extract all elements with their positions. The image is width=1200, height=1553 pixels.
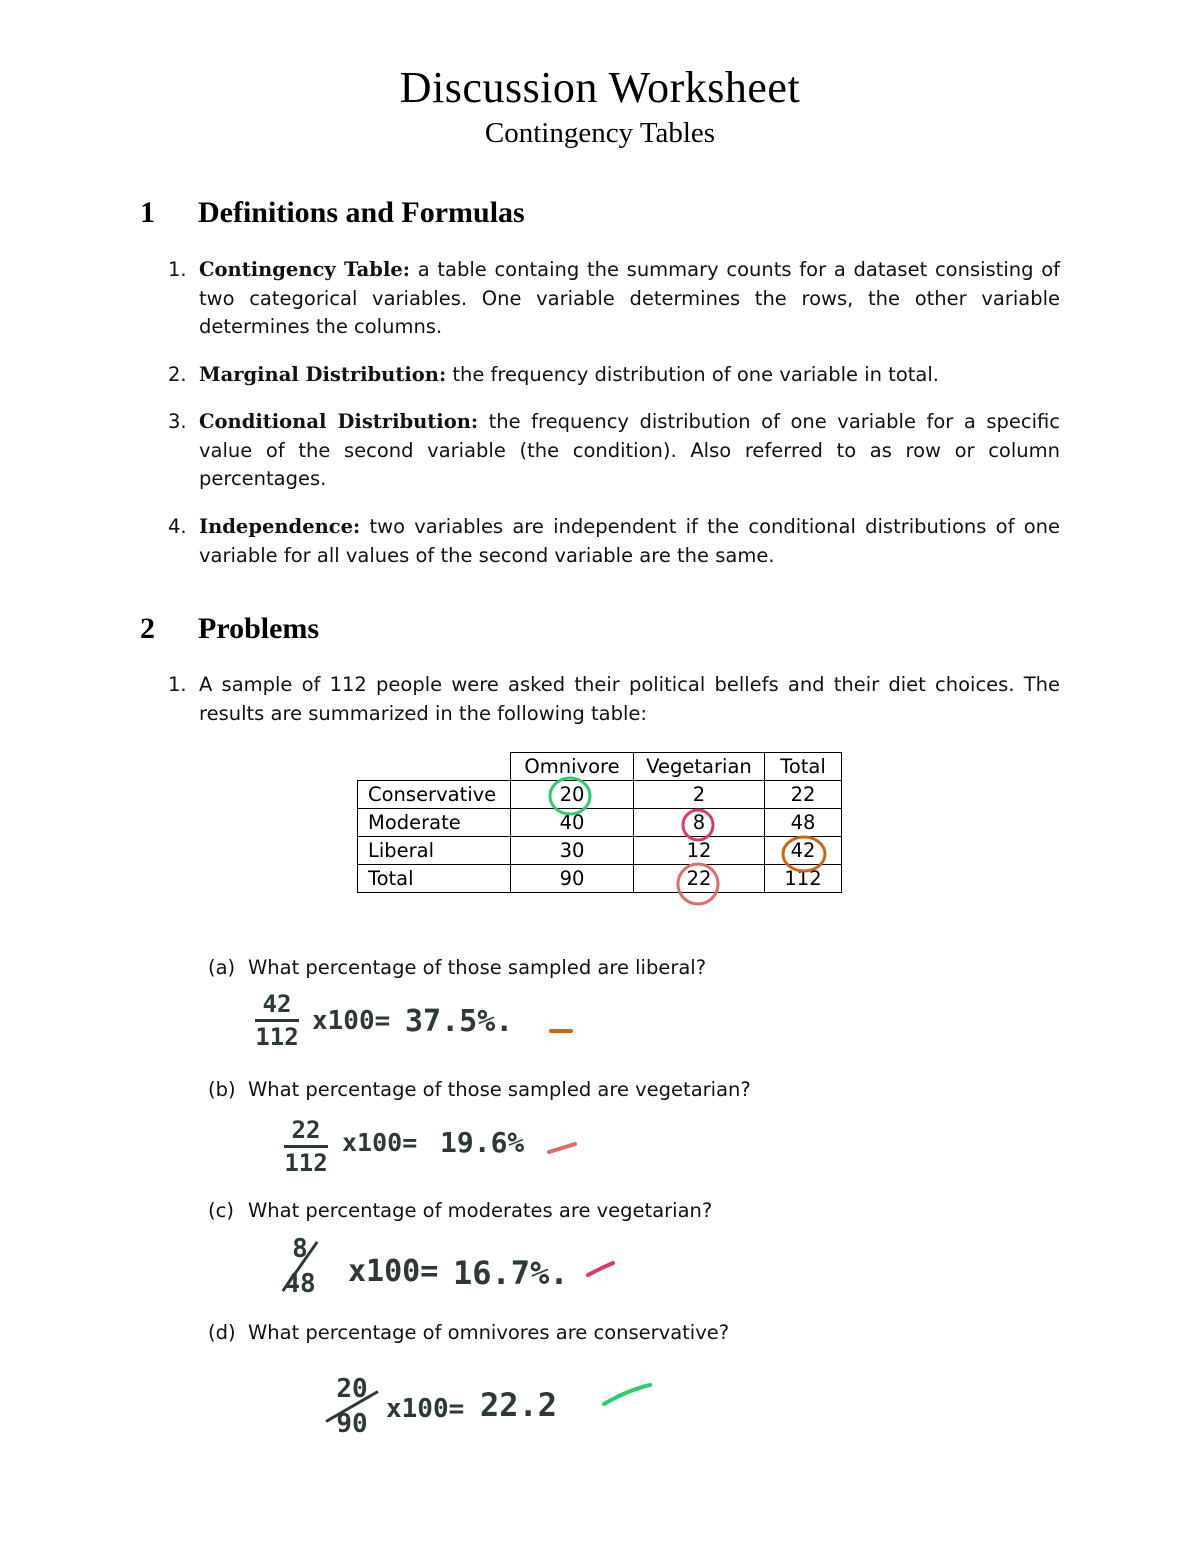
definition-text: the frequency distribution of one variable for a specific value of the second variable (the condition). Also referred to as row or column percentages. <box>199 410 1060 490</box>
question-label: (c) <box>208 1199 234 1222</box>
item-number: 2. <box>168 363 187 386</box>
circle-annotation-magenta <box>683 810 713 840</box>
row-label: Liberal <box>358 837 511 865</box>
item-number: 3. <box>168 410 187 433</box>
check-mark-salmon <box>549 1144 575 1152</box>
definition-term: Conditional Distribution: <box>199 410 479 433</box>
question-text: What percentage of moderates are vegetarian? <box>248 1199 713 1222</box>
answer-fraction <box>270 1236 330 1297</box>
answer-fraction <box>322 1376 382 1437</box>
circle-annotation-green <box>550 778 590 814</box>
item-number: 1. <box>168 673 187 696</box>
definition-term: Independence: <box>199 515 361 538</box>
answer-result: 22.2 <box>480 1386 558 1424</box>
definition-text: the frequency distribution of one variable in total. <box>446 363 939 386</box>
table-cell: 8 <box>634 809 765 837</box>
problem-text: A sample of 112 people were asked their political bellefs and their diet choices. The results are summarized in the following table: <box>199 673 1060 725</box>
row-label: Total <box>358 865 511 893</box>
question-text: What percentage of omnivores are conservative? <box>248 1321 730 1344</box>
question-label: (b) <box>208 1078 236 1101</box>
definition-text: a table containg the summary counts for a dataset consisting of two categorical variables. One variable determines the rows, the other variable determines the columns. <box>199 258 1061 338</box>
check-mark-magenta <box>588 1263 613 1275</box>
section-1-number: 1 <box>140 196 155 229</box>
question-label: (a) <box>208 956 236 979</box>
column-header: Omnivore <box>511 753 634 781</box>
question-text: What percentage of those sampled are vegetarian? <box>248 1078 751 1101</box>
page-subtitle: Contingency Tables <box>484 117 716 149</box>
question-text: What percentage of those sampled are liberal? <box>248 956 707 979</box>
answer-multiplier: x100= <box>312 1006 391 1036</box>
definition-term: Marginal Distribution: <box>199 363 447 386</box>
page-title: Discussion Worksheet <box>399 63 801 112</box>
table-cell: 90 <box>511 865 634 893</box>
answer-multiplier: x100= <box>342 1128 418 1157</box>
table-cell: 112 <box>765 865 842 893</box>
section-2-number: 2 <box>140 612 155 645</box>
section-1-title: Definitions and Formulas <box>198 196 525 229</box>
table-cell: 42 <box>765 837 842 865</box>
table-cell: 12 <box>634 837 765 865</box>
answer-result: 37.5%. <box>405 1004 514 1039</box>
check-mark-green <box>604 1385 650 1404</box>
row-label: Conservative <box>358 781 511 809</box>
definition-text: two variables are independent if the conditional distributions of one variable for all values of the second variable are the same. <box>199 515 1060 567</box>
table-cell: 40 <box>511 809 634 837</box>
fraction-denominator: 112 <box>284 1149 328 1177</box>
table-cell: 30 <box>511 837 634 865</box>
answer-multiplier: x100= <box>386 1394 465 1424</box>
fraction-bar <box>255 1019 299 1022</box>
row-label: Moderate <box>358 809 511 837</box>
column-header: Vegetarian <box>634 753 765 781</box>
question-c <box>208 1199 712 1222</box>
fraction-numerator: 42 <box>262 990 292 1018</box>
section-2-title: Problems <box>198 612 320 645</box>
question-label: (d) <box>208 1321 236 1344</box>
answer-result: 19.6% <box>440 1126 525 1159</box>
circle-annotation-salmon <box>678 864 718 904</box>
fraction-numerator: 20 <box>336 1374 368 1404</box>
fraction-numerator: 22 <box>291 1116 321 1144</box>
question-d <box>208 1321 729 1344</box>
answer-fraction <box>284 1118 328 1175</box>
question-b <box>208 1078 751 1101</box>
circle-annotation-orange <box>783 837 825 871</box>
definition-term: Contingency Table: <box>199 258 410 281</box>
table-cell: 48 <box>765 809 842 837</box>
column-header: Total <box>765 753 842 781</box>
table-cell: 22 <box>765 781 842 809</box>
answer-fraction <box>255 992 299 1049</box>
fraction-bar <box>284 1145 328 1148</box>
table-cell: 2 <box>634 781 765 809</box>
item-number: 4. <box>168 515 187 538</box>
fraction-denominator: 112 <box>255 1023 299 1051</box>
table-cell: 20 <box>511 781 634 809</box>
answer-multiplier: x100= <box>348 1254 439 1289</box>
fraction-denominator: 48 <box>284 1269 316 1299</box>
answer-result: 16.7%. <box>453 1254 569 1292</box>
table-cell: 22 <box>634 865 765 893</box>
question-a <box>208 956 706 979</box>
fraction-numerator: 8 <box>292 1234 308 1264</box>
item-number: 1. <box>168 258 187 281</box>
fraction-denominator: 90 <box>336 1409 368 1439</box>
